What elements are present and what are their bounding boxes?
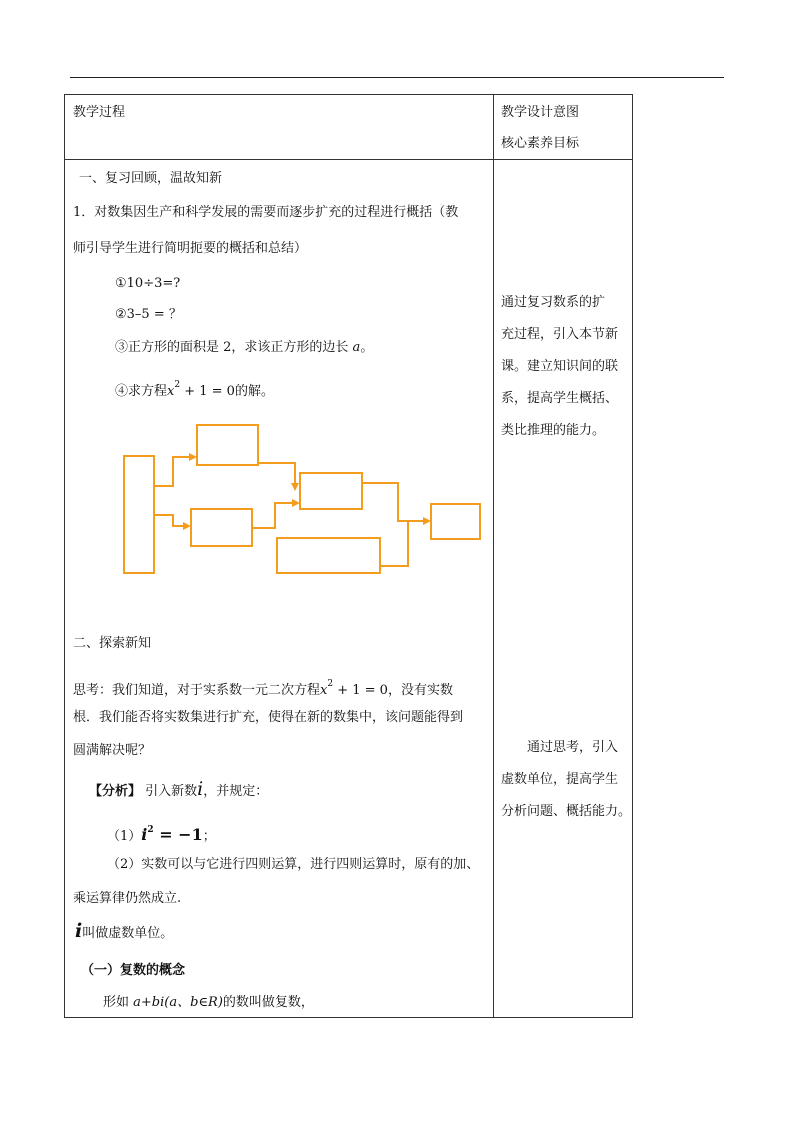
diagram-connector-4	[252, 503, 295, 528]
diagram-box-wide	[277, 538, 380, 573]
diagram-connector-1	[154, 457, 191, 486]
side-note-1-line3: 课。建立知识间的联	[501, 359, 619, 374]
question-3: ③正方形的面积是 2，求该正方形的边长 a。	[115, 340, 374, 355]
section1-title: 一、复习回顾，温故知新	[79, 171, 223, 186]
think-line1: 思考：我们知道，对于实系数一元二次方程$x^2 + 1 = 0$，没有实数	[73, 679, 453, 698]
diagram-connector-2	[154, 515, 186, 526]
number-system-diagram	[65, 95, 495, 605]
diagram-box-middle	[300, 473, 362, 509]
lesson-table	[64, 94, 633, 1018]
rule-2-line2: 乘运算律仍然成立.	[73, 891, 182, 906]
header-core-goal: 核心素养目标	[501, 136, 580, 151]
header-rule	[70, 77, 724, 78]
question-2: ②3–5 = ？	[115, 307, 182, 322]
diagram-connector-5	[362, 483, 425, 521]
diagram-box-lower	[191, 509, 252, 546]
equation: $x^2 + 1 = 0$	[167, 380, 235, 399]
side-note-2-line1: 通过思考，引入	[527, 740, 619, 755]
question-1: ①10÷3=?	[115, 276, 181, 291]
header-design-intent: 教学设计意图	[501, 105, 580, 120]
question-4: ④求方程$x^2 + 1 = 0$的解。	[115, 380, 274, 399]
analysis-line: 【分析】 引入新数i，并规定：	[89, 778, 269, 800]
diagram-connector-6	[380, 521, 408, 566]
think-line3: 圆满解决呢？	[73, 743, 152, 758]
rule-1: $(1)i^2 = -1$；	[107, 825, 216, 844]
section2-title: 二、探索新知	[73, 636, 152, 651]
header-teaching-process: 教学过程	[73, 105, 126, 120]
diagram-box-right	[431, 504, 480, 539]
side-note-1-line1: 通过复习数系的扩	[501, 295, 606, 310]
concept-title: （一）复数的概念	[81, 963, 186, 978]
side-note-1-line4: 系，提高学生概括、	[501, 391, 619, 406]
rule-2-line1: （2）实数可以与它进行四则运算，进行四则运算时，原有的加、	[107, 857, 480, 872]
section1-para-line1: 1．对数集因生产和科学发展的需要而逐步扩充的过程进行概括（教	[73, 205, 459, 220]
imaginary-unit-line: i叫做虚数单位。	[75, 920, 174, 942]
think-equation: $x^2 + 1 = 0$	[320, 679, 388, 698]
diagram-box-upper	[197, 425, 258, 465]
side-note-2-line2: 虚数单位，提高学生	[501, 772, 619, 787]
diagram-connector-3	[258, 463, 295, 485]
side-note-2-line3: 分析问题、概括能力。	[501, 804, 632, 819]
section1-para-line2: 师引导学生进行简明扼要的概括和总结）	[73, 241, 308, 256]
side-note-1-line5: 类比推理的能力。	[501, 423, 606, 438]
side-note-1-line2: 充过程，引入本节新	[501, 327, 619, 342]
diagram-box-left	[124, 456, 154, 573]
think-line2: 根．我们能否将实数集进行扩充，使得在新的数集中，该问题能得到	[73, 710, 464, 725]
complex-definition: 形如 a+bi(a、b∈R)的数叫做复数，	[103, 995, 314, 1010]
